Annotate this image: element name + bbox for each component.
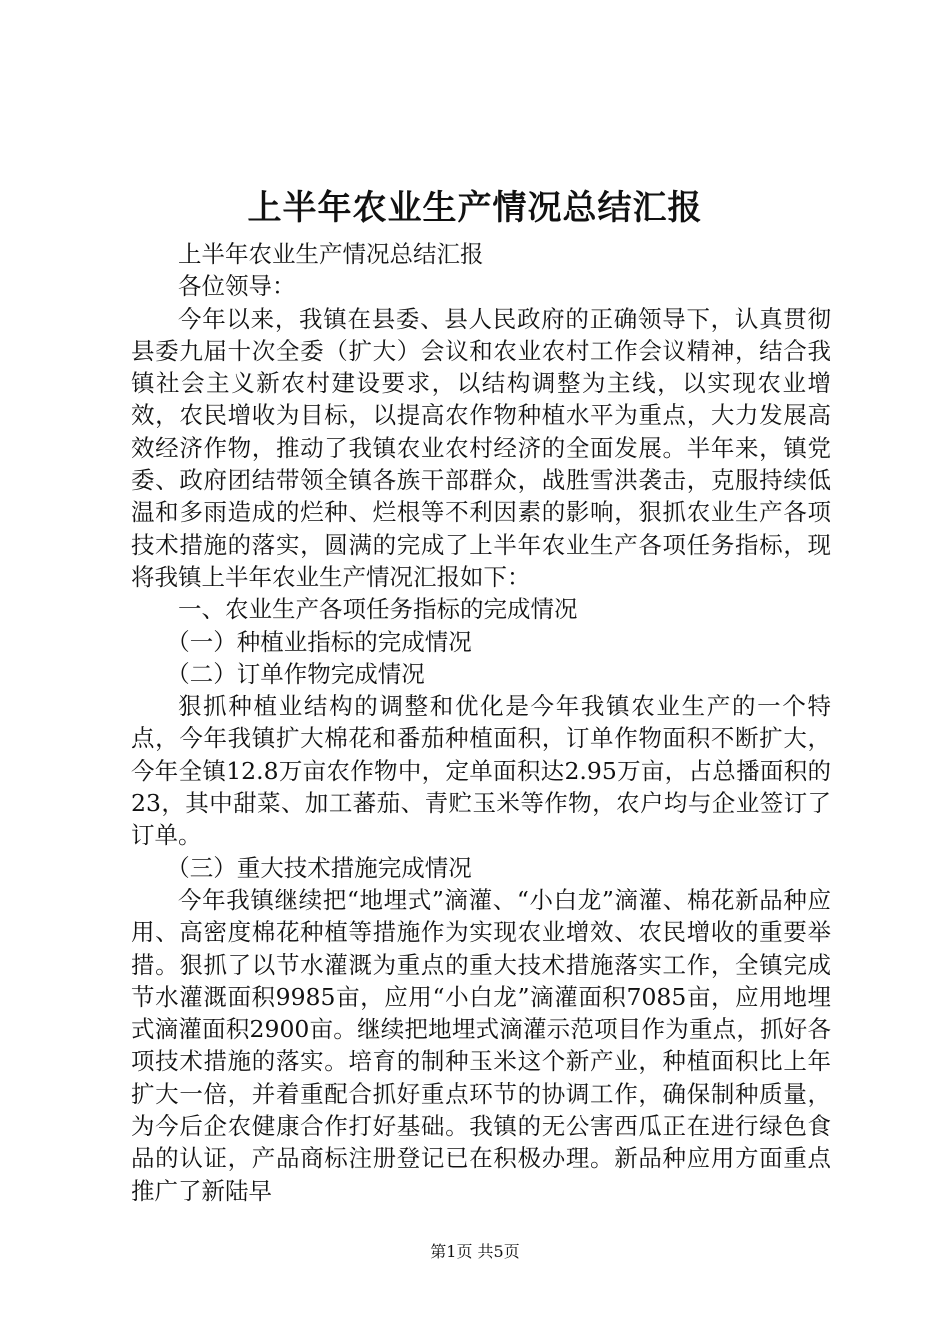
paragraph-heading-repeat: 上半年农业生产情况总结汇报 (178, 240, 484, 268)
paragraph-order-crops: 狠抓种植业结构的调整和优化是今年我镇农业生产的一个特点，今年我镇扩大棉花和番茄种植面积，订单作物面积不断扩大，今年全镇12.8万亩农作物中，定单面积达2.95万亩，占总播面积的23，其中甜菜、加工蕃茄、青贮玉米等作物，农户均与企业签订了订单。 (131, 692, 831, 850)
page-indicator: 第1页 共5页 (430, 1242, 520, 1261)
subsection-heading-3: （三）重大技术措施完成情况 (166, 853, 472, 882)
paragraph-tech-measures: 今年我镇继续把“地埋式”滴灌、“小白龙”滴灌、棉花新品种应用、高密度棉花种植等措施作为实现农业增效、农民增收的重要举措。狠抓了以节水灌溉为重点的重大技术措施落实工作，全镇完成节水灌溉面积9985亩，应用“小白龙”滴灌面积7085亩，应用地埋式滴灌面积2900亩。继续把地埋式滴灌示范项目作为重点，抓好各项技术措施的落实。培育的制种玉米这个新产业，种植面积比上年扩大一倍，并着重配合抓好重点环节的协调工作，确保制种质量，为今后企农健康合作打好基础。我镇的无公害西瓜正在进行绿色食品的认证，产品商标注册登记已在积极办理。新品种应用方面重点推广了新陆早 (131, 885, 831, 1205)
subsection-heading-1: （一）种植业指标的完成情况 (166, 627, 472, 656)
document-title: 上半年农业生产情况总结汇报 (247, 188, 703, 228)
section-heading-1: 一、农业生产各项任务指标的完成情况 (178, 595, 578, 624)
paragraph-salutation: 各位领导： (178, 272, 296, 301)
paragraph-intro: 今年以来，我镇在县委、县人民政府的正确领导下，认真贯彻县委九届十次全委（扩大）会议和农业农村工作会议精神，结合我镇社会主义新农村建设要求，以结构调整为主线，以实现农业增效，农民增收为目标，以提高农作物种植水平为重点，大力发展高效经济作物，推动了我镇农业农村经济的全面发展。半年来，镇党委、政府团结带领全镇各族干部群众，战胜雪洪袭击，克服持续低温和多雨造成的烂种、烂根等不利因素的影响，狠抓农业生产各项技术措施的落实，圆满的完成了上半年农业生产各项任务指标，现将我镇上半年农业生产情况汇报如下： (131, 304, 831, 591)
document-body (131, 238, 831, 1207)
subsection-heading-2: （二）订单作物完成情况 (166, 659, 425, 688)
